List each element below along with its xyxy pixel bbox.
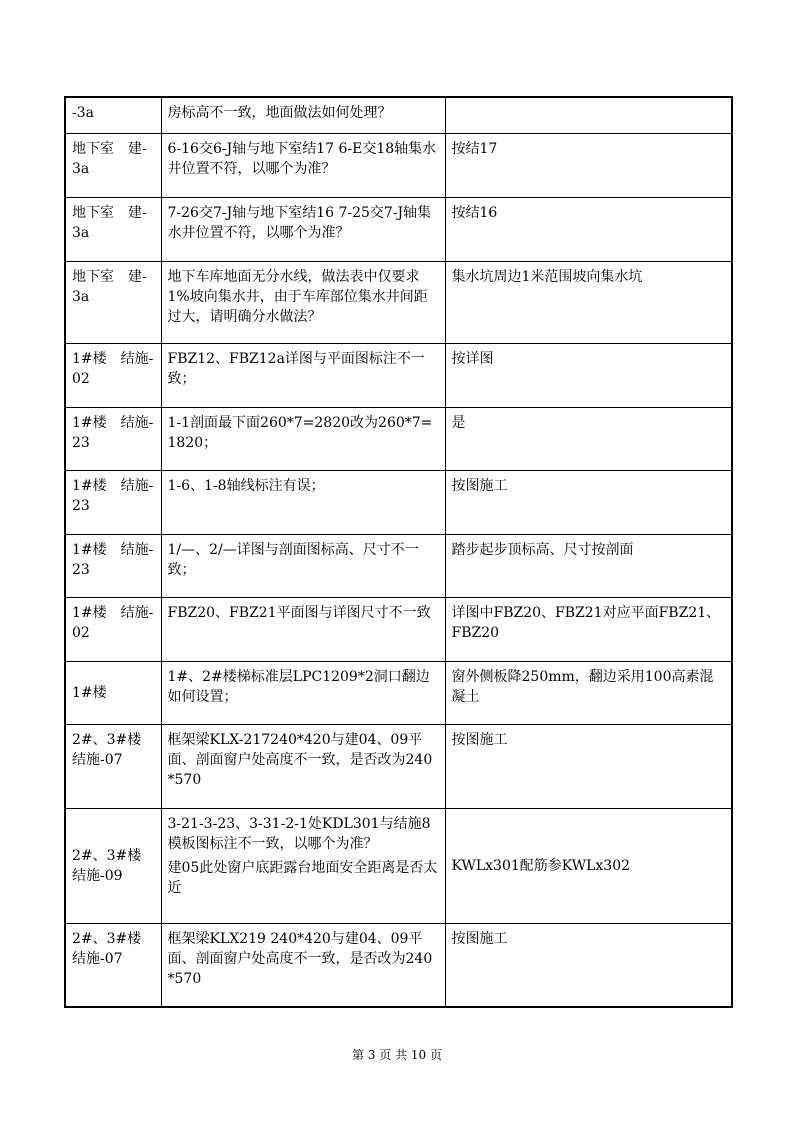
location-cell: 地下室 建-3a bbox=[65, 261, 161, 343]
location-cell: 1#楼 结施-02 bbox=[65, 343, 161, 407]
issue-text: 框架梁KLX-217240*420与建04、09平面、剖面窗户处高度不一致，是否改为240*570 bbox=[167, 731, 433, 788]
location-cell: 地下室 建-3a bbox=[65, 133, 161, 197]
issue-cell bbox=[161, 661, 445, 724]
issue-text: 1-6、1-8轴线标注有误； bbox=[167, 477, 325, 494]
table-row bbox=[65, 808, 732, 923]
answer-cell bbox=[445, 97, 732, 133]
issue-cell bbox=[161, 534, 445, 597]
table-row bbox=[65, 197, 732, 261]
answer-cell: 窗外侧板降250mm，翻边采用100高素混凝土 bbox=[445, 661, 732, 724]
issue-text: 地下车库地面无分水线，做法表中仅要求1%坡向集水井，由于车库部位集水井间距过大，请明确分水做法？ bbox=[167, 268, 428, 325]
issue-cell bbox=[161, 343, 445, 407]
issue-cell bbox=[161, 97, 445, 133]
location-cell: 2#、3#楼结施-09 bbox=[65, 808, 161, 923]
issue-text: 1/—、2/—详图与剖面图标高、尺寸不一致； bbox=[167, 541, 419, 578]
table-row bbox=[65, 133, 732, 197]
location-cell: 1#楼 结施-23 bbox=[65, 470, 161, 534]
location-cell: 2#、3#楼结施-07 bbox=[65, 923, 161, 1007]
issue-cell bbox=[161, 808, 445, 923]
table-row bbox=[65, 470, 732, 534]
issue-cell bbox=[161, 407, 445, 470]
answer-cell: 按详图 bbox=[445, 343, 732, 407]
table-row bbox=[65, 97, 732, 133]
issue-cell bbox=[161, 724, 445, 808]
issue-text: FBZ12、FBZ12a详图与平面图标注不一致； bbox=[167, 350, 425, 387]
issue-text: 1#、2#楼梯标准层LPC1209*2洞口翻边如何设置； bbox=[167, 668, 430, 705]
location-cell: -3a bbox=[65, 97, 161, 133]
answer-cell: 是 bbox=[445, 407, 732, 470]
answer-cell: 按图施工 bbox=[445, 724, 732, 808]
issue-cell bbox=[161, 597, 445, 661]
table-row bbox=[65, 597, 732, 661]
issue-text: 1-1剖面最下面260*7=2820改为260*7=1820； bbox=[167, 414, 433, 451]
answer-cell: KWLx301配筋参KWLx302 bbox=[445, 808, 732, 923]
location-cell: 2#、3#楼结施-07 bbox=[65, 724, 161, 808]
table-row bbox=[65, 534, 732, 597]
location-cell: 1#楼 结施-23 bbox=[65, 407, 161, 470]
issue-cell bbox=[161, 261, 445, 343]
issue-text: 框架梁KLX219 240*420与建04、09平面、剖面窗户处高度不一致，是否改为240*570 bbox=[167, 930, 433, 987]
table-row bbox=[65, 724, 732, 808]
answer-cell: 详图中FBZ20、FBZ21对应平面FBZ21、FBZ20 bbox=[445, 597, 732, 661]
answer-cell: 按结16 bbox=[445, 197, 732, 261]
issue-cell bbox=[161, 133, 445, 197]
issue-cell bbox=[161, 923, 445, 1007]
issue-text: 6-16交6-J轴与地下室结17 6-E交18轴集水井位置不符，以哪个为准？ bbox=[167, 140, 437, 177]
location-cell: 1#楼 结施-02 bbox=[65, 597, 161, 661]
answer-cell: 按结17 bbox=[445, 133, 732, 197]
qa-table-body bbox=[65, 97, 732, 1007]
issue-text: 7-26交7-J轴与地下室结16 7-25交7-J轴集水井位置不符，以哪个为准？ bbox=[167, 204, 432, 241]
issue-text: 3-21-3-23、3-31-2-1处KDL301与结施8模板图标注不一致，以哪个为准？ bbox=[167, 815, 431, 852]
answer-cell: 集水坑周边1米范围坡向集水坑 bbox=[445, 261, 732, 343]
issue-text: FBZ20、FBZ21平面图与详图尺寸不一致 bbox=[167, 604, 431, 621]
table-row bbox=[65, 343, 732, 407]
location-cell: 地下室 建-3a bbox=[65, 197, 161, 261]
qa-table bbox=[64, 96, 733, 1008]
location-cell: 1#楼 结施-23 bbox=[65, 534, 161, 597]
page-number-footer: 第 3 页 共 10 页 bbox=[352, 1048, 442, 1062]
table-row bbox=[65, 261, 732, 343]
location-cell: 1#楼 bbox=[65, 661, 161, 724]
table-row bbox=[65, 923, 732, 1007]
table-row bbox=[65, 661, 732, 724]
answer-cell: 按图施工 bbox=[445, 470, 732, 534]
issue-text: 建05此处窗户底距露台地面安全距离是否太近 bbox=[167, 859, 438, 896]
issue-text: 房标高不一致，地面做法如何处理？ bbox=[167, 105, 392, 121]
issue-cell bbox=[161, 197, 445, 261]
answer-cell: 踏步起步顶标高、尺寸按剖面 bbox=[445, 534, 732, 597]
issue-cell bbox=[161, 470, 445, 534]
answer-cell: 按图施工 bbox=[445, 923, 732, 1007]
table-row bbox=[65, 407, 732, 470]
